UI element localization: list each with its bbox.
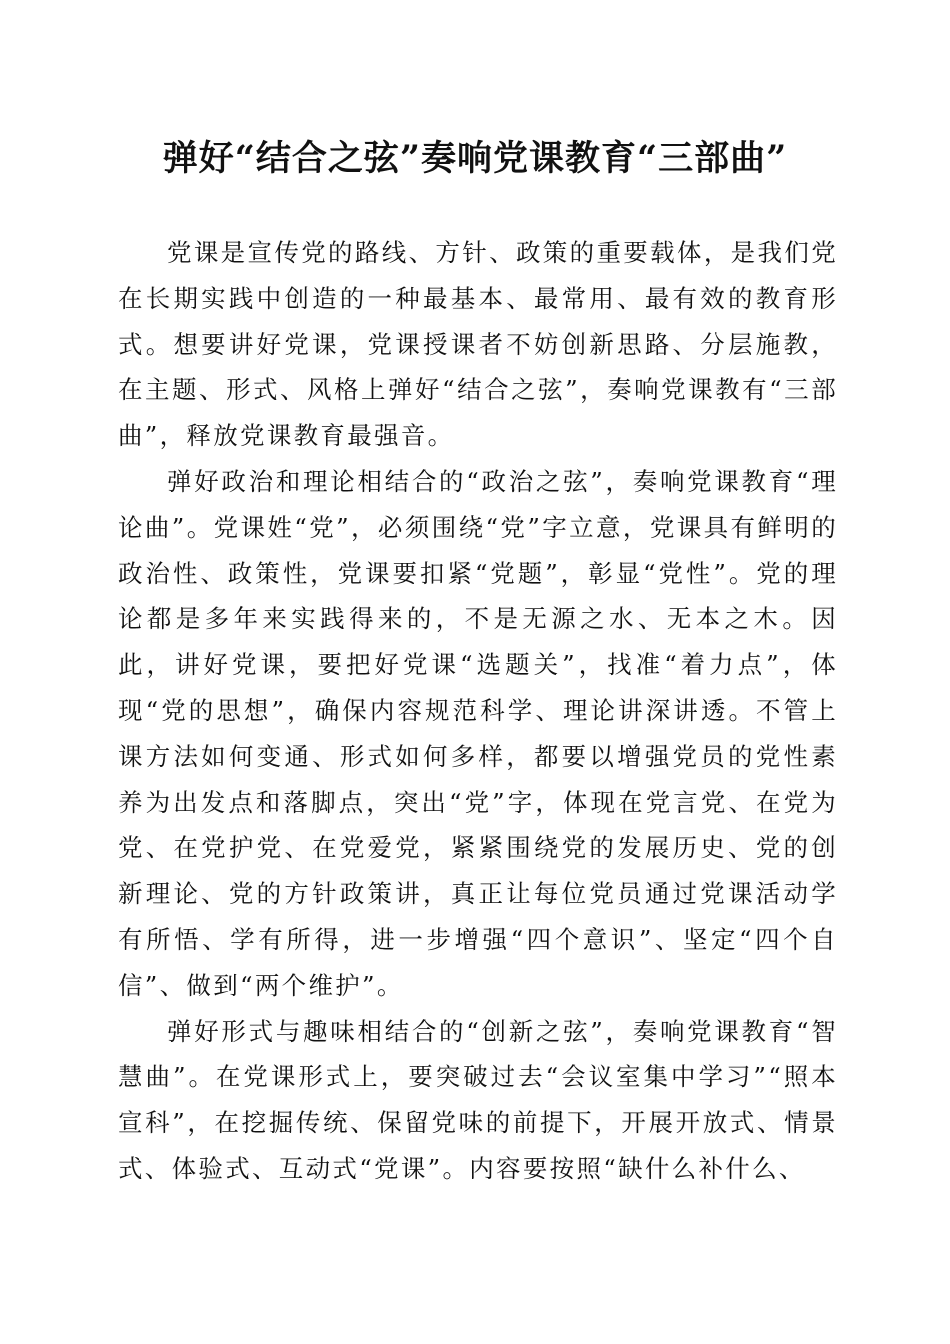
paragraph-innovation-string: 弹好形式与趣味相结合的“创新之弦”，奏响党课教育“智慧曲”。在党课形式上，要突破过去“会议室集中学习”“照本宣科”，在挖掘传统、保留党味的前提下，开展开放式、情景式、体验式、互动式“党课”。内容要按照“缺什么补什么、 bbox=[118, 1016, 838, 1183]
paragraph-political-string: 弹好政治和理论相结合的“政治之弦”，奏响党课教育“理论曲”。党课姓“党”，必须围绕“党”字立意，党课具有鲜明的政治性、政策性，党课要扣紧“党题”，彰显“党性”。党的理论都是多年来实践得来的，不是无源之水、无本之木。因此，讲好党课，要把好党课“选题关”，找准“着力点”，体现“党的思想”，确保内容规范科学、理论讲深讲透。不管上课方法如何变通、形式如何多样，都要以增强党员的党性素养为出发点和落脚点，突出“党”字，体现在党言党、在党为党、在党护党、在党爱党，紧紧围绕党的发展历史、党的创新理论、党的方针政策讲，真正让每位党员通过党课活动学有所悟、学有所得，进一步增强“四个意识”、坚定“四个自信”、做到“两个维护”。 bbox=[118, 466, 838, 1000]
document-title: 弹好“结合之弦”奏响党课教育“三部曲” bbox=[162, 138, 788, 179]
document-body bbox=[118, 230, 838, 1192]
paragraph-intro: 党课是宣传党的路线、方针、政策的重要载体，是我们党在长期实践中创造的一种最基本、最常用、最有效的教育形式。想要讲好党课，党课授课者不妨创新思路、分层施教，在主题、形式、风格上弹好“结合之弦”，奏响党课教有“三部曲”，释放党课教育最强音。 bbox=[118, 238, 838, 451]
